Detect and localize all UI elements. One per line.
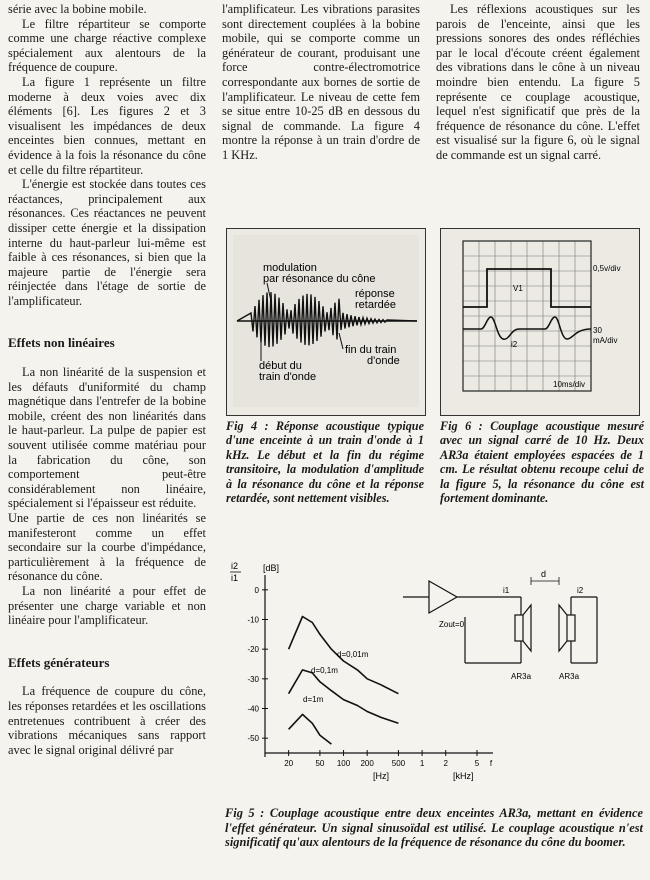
xunit-hz: [Hz] — [373, 771, 390, 781]
yunit: [dB] — [263, 563, 280, 573]
paragraph: Le filtre répartiteur se comporte comme une charge réactive complexe spécialement aux alentours de la fréquence de coupure. — [8, 16, 206, 75]
label-distance-d: d — [541, 569, 547, 579]
paragraph: série avec la bobine mobile. — [8, 2, 147, 16]
label-v1: V1 — [513, 284, 523, 293]
paragraph: La non linéarité de la suspension et les défauts d'uniformité du champ magnétique dans l'entrefer de la bobine mobile, créent des non linéarités dans le haut-parleur. La pulpe de papier est souvent utilisée comme matériau pour la fabrication du cône, son comportement peut-être considérablement non linéaire, spécialement si l'épaisseur est réduite. — [8, 365, 206, 511]
figure-5-chart — [225, 557, 643, 783]
label-train: train d'onde — [259, 371, 317, 383]
label-zout: Zout=0 — [439, 620, 465, 629]
label-modulation: modulation — [263, 262, 317, 274]
figure-4-oscillogram — [227, 229, 425, 415]
figure-4-caption: Fig 4 : Réponse acoustique typique d'une enceinte à un train d'onde à 1 kHz. Le début et la fin du régime transitoire, la modulation d'amplitude à la résonance du cône et la réponse retardée, sont nettement visibles. — [226, 419, 424, 506]
circuit-diagram — [403, 577, 597, 663]
text-column-1 — [8, 2, 206, 757]
amplifier-symbol — [429, 581, 457, 613]
figure-5 — [225, 557, 643, 783]
ylabel-i1: i1 — [231, 573, 239, 583]
paragraph: L'énergie est stockée dans toutes ces réactances, principalement aux résonances. Ces réactances ne peuvent dissiper cette énergie et la dissipation interne du haut-parleur lui-même est faible à ces résonances, si bien que la majeure partie de l'énergie sera réinjectée dans l'étage de sortie de l'amplificateur. — [8, 177, 206, 308]
section-heading-generators: Effets générateurs — [8, 654, 110, 670]
label-retardee: retardée — [355, 299, 396, 311]
figure-6-caption: Fig 6 : Couplage acoustique mesuré avec un signal carré de 10 Hz. Deux AR3a étaient employées espacées de 1 cm. Le résultat obtenu recoupe celui de la figure 5, la résonance du cône est fortement dominante. — [440, 419, 644, 506]
figure-6-oscillogram — [441, 229, 639, 415]
speaker-2-magnet — [567, 615, 575, 641]
x-tick-label: 20 — [284, 759, 294, 768]
label-debut: début du — [259, 360, 302, 372]
paragraph: La figure 1 représente un filtre moderne à deux voies avec dix éléments [6]. Les figures 2 et 3 visualisent les impédances de deux enceintes bien connues, mettant en évidence à la fois la résonance du cône et celle du filtre répartiteur. — [8, 74, 206, 177]
label-par-resonance: par résonance du cône — [263, 273, 376, 285]
x-axis-f-label: f — [489, 759, 493, 768]
curve-label-d001: d=0,01m — [337, 650, 369, 659]
label-scale-v: 0,5v/div — [593, 264, 621, 273]
text-column-2 — [222, 2, 420, 163]
label-current-i1: i1 — [503, 586, 510, 595]
paragraph: l'amplificateur. Les vibrations parasites sont directement couplées à la bobine mobile, qui se comporte comme un générateur de courant, produisant une force contre-électromotrice correspondante aux bornes de sortie de l'amplificateur. Le niveau de cette fem se situe entre 10-25 dB en dessous du signal de commande. La figure 4 montre la réponse à un train d'ordre de 1 KHz. — [222, 2, 420, 162]
y-tick-label: -40 — [247, 704, 259, 714]
series-line-2 — [289, 714, 332, 744]
figure-6-frame — [440, 228, 640, 416]
paragraph: Une partie de ces non linéarités se manifesteront comme un effet secondaire sur la courbe d'impédance, particulièrement à la fréquence de résonance du cône. — [8, 511, 206, 584]
label-scale-i: 30 — [593, 326, 602, 335]
text-column-3 — [436, 2, 640, 163]
y-tick-label: -10 — [247, 615, 259, 625]
label-fin: fin du train — [345, 344, 397, 356]
speaker-1-magnet — [515, 615, 523, 641]
label-reponse: réponse — [355, 288, 395, 300]
y-tick-label: -30 — [247, 674, 259, 684]
label-scale-i-unit: mA/div — [593, 336, 618, 345]
speaker-2-cone — [559, 605, 567, 651]
x-tick-label: 200 — [360, 759, 374, 768]
x-tick-label: 5 — [474, 759, 480, 768]
x-tick-label: 50 — [315, 759, 325, 768]
xunit-khz: [kHz] — [453, 771, 474, 781]
speaker-1-cone — [523, 605, 531, 651]
y-tick-label: 0 — [254, 585, 259, 595]
y-tick-label: -20 — [247, 645, 259, 655]
ylabel-i2: i2 — [231, 561, 239, 571]
x-tick-label: 100 — [336, 759, 351, 768]
paragraph: La fréquence de coupure du cône, les réponses retardées et les oscillations entretenues contribuent à créer des vibrations mécaniques sans rapport avec le signal original délivré par — [8, 684, 206, 757]
label-donde: d'onde — [367, 355, 400, 367]
label-time: 10ms/div — [553, 380, 586, 389]
section-heading-non-linear: Effets non linéaires — [8, 335, 115, 351]
x-tick-label: 1 — [419, 759, 425, 768]
curve-label-d1: d=1m — [303, 695, 324, 704]
x-tick-label: 500 — [391, 759, 406, 768]
curve-label-d01: d=0,1m — [311, 666, 338, 675]
speaker-2-label: AR3a — [559, 672, 580, 681]
speaker-1-label: AR3a — [511, 672, 532, 681]
figure-5-caption: Fig 5 : Couplage acoustique entre deux enceintes AR3a, mettant en évidence l'effet générateur. Un signal sinusoïdal est utilisé. Le couplage acoustique n'est significatif qu'aux alentours de la fréquence de résonance du cône du boomer. — [225, 806, 643, 850]
label-i2: i2 — [511, 340, 518, 349]
paragraph: La non linéarité a pour effet de présenter une charge variable et non linéaire pour l'amplificateur. — [8, 583, 206, 628]
x-tick-label: 2 — [443, 759, 448, 768]
paragraph: Les réflexions acoustiques sur les parois de l'enceinte, ainsi que les pressions sonores des ondes réfléchies par le local d'écoute créent également des vibrations dans le cône à un niveau moindre bien entendu. La figure 5 représente ce couplage acoustique, lequel n'est significatif que près de la fréquence de résonance du cône. L'effet est visualisé sur la figure 6, où le signal de commande est un signal carré. — [436, 2, 640, 162]
y-tick-label: -50 — [247, 734, 259, 744]
figure-4-frame — [226, 228, 426, 416]
label-current-i2: i2 — [577, 586, 584, 595]
